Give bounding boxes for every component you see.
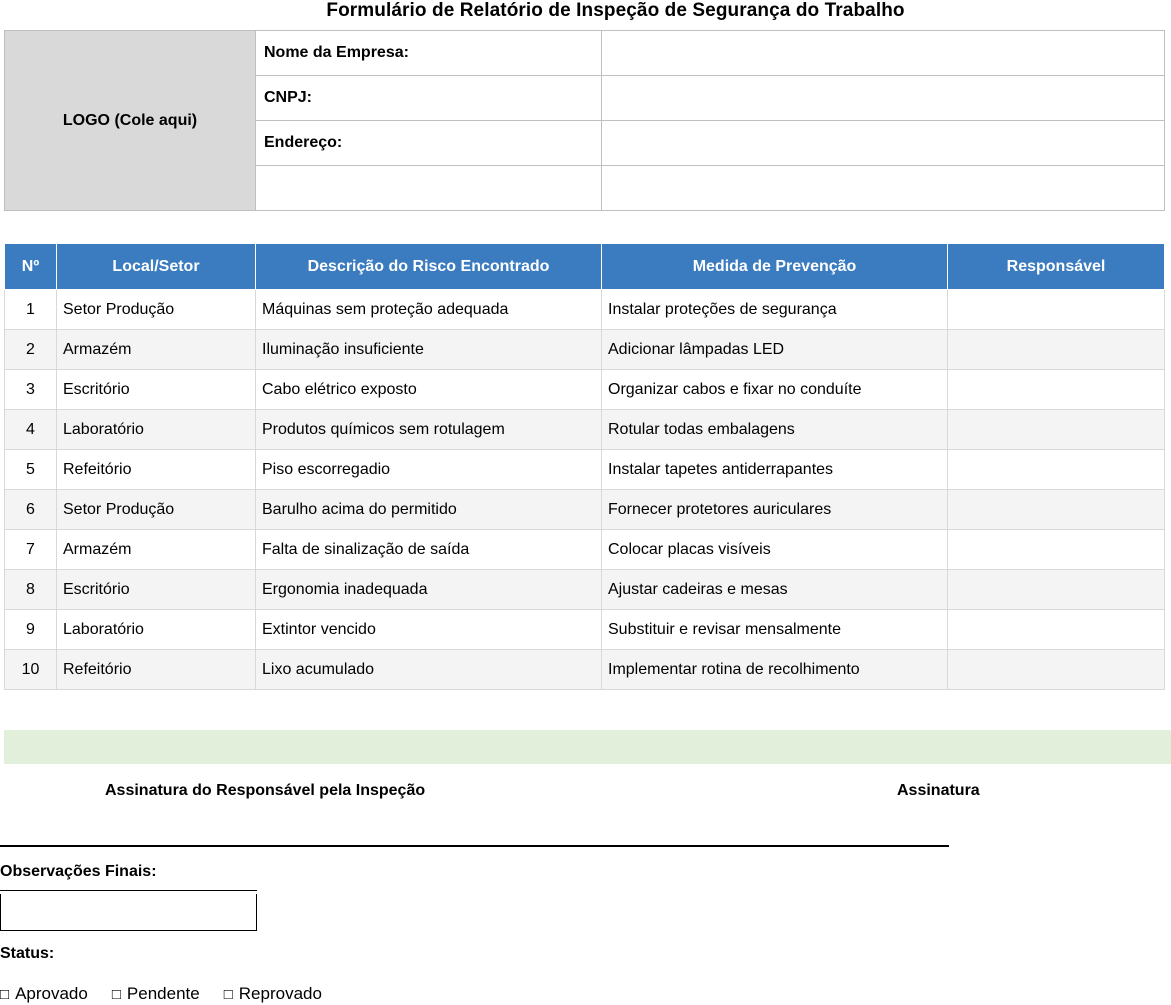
table-row [5, 290, 1165, 330]
cell-local[interactable]: Refeitório [57, 450, 256, 490]
cell-medida[interactable]: Ajustar cadeiras e mesas [602, 570, 948, 610]
status-option-label: Pendente [126, 984, 200, 1003]
table-row [5, 570, 1165, 610]
cell-numero: 1 [5, 290, 57, 330]
column-header-numero: Nº [5, 244, 57, 290]
cell-descricao[interactable]: Máquinas sem proteção adequada [256, 290, 602, 330]
cell-numero: 3 [5, 370, 57, 410]
cell-responsavel[interactable] [948, 610, 1165, 650]
cell-descricao[interactable]: Piso escorregadio [256, 450, 602, 490]
cell-local[interactable]: Armazém [57, 330, 256, 370]
cell-medida[interactable]: Fornecer protetores auriculares [602, 490, 948, 530]
highlight-band [4, 730, 1171, 764]
cell-local[interactable]: Setor Produção [57, 290, 256, 330]
observations-input[interactable] [0, 894, 257, 931]
cell-responsavel[interactable] [948, 570, 1165, 610]
status-option-pendente[interactable] [112, 984, 200, 1004]
cell-local[interactable]: Escritório [57, 570, 256, 610]
observations-label: Observações Finais: [0, 863, 157, 880]
cell-local[interactable]: Laboratório [57, 610, 256, 650]
table-row [5, 370, 1165, 410]
checkbox-icon[interactable]: □ [223, 985, 233, 1003]
table-row [5, 31, 1165, 76]
cell-local[interactable]: Setor Produção [57, 490, 256, 530]
column-header-medida: Medida de Prevenção [602, 244, 948, 290]
extra-field[interactable] [602, 166, 1165, 211]
company-header-table [4, 30, 1165, 211]
cell-responsavel[interactable] [948, 290, 1165, 330]
column-header-responsavel: Responsável [948, 244, 1165, 290]
cell-local[interactable]: Escritório [57, 370, 256, 410]
cell-medida[interactable]: Organizar cabos e fixar no conduíte [602, 370, 948, 410]
cell-responsavel[interactable] [948, 370, 1165, 410]
cell-local[interactable]: Armazém [57, 530, 256, 570]
status-option-label: Reprovado [238, 984, 322, 1003]
status-option-label: Aprovado [15, 984, 88, 1003]
checkbox-icon[interactable]: □ [0, 985, 10, 1003]
extra-label [256, 166, 602, 211]
cell-descricao[interactable]: Ergonomia inadequada [256, 570, 602, 610]
signature-inspector-label: Assinatura do Responsável pela Inspeção [105, 782, 426, 799]
status-option-aprovado[interactable] [0, 984, 88, 1004]
footer-divider [0, 845, 949, 847]
cnpj-field[interactable] [602, 76, 1165, 121]
company-name-field[interactable] [602, 31, 1165, 76]
cell-descricao[interactable]: Lixo acumulado [256, 650, 602, 690]
table-header-row [5, 244, 1165, 290]
checkbox-icon[interactable]: □ [111, 985, 121, 1003]
cell-numero: 9 [5, 610, 57, 650]
risk-inspection-table [4, 243, 1165, 690]
cell-numero: 5 [5, 450, 57, 490]
address-label: Endereço: [256, 121, 602, 166]
column-header-local: Local/Setor [57, 244, 256, 290]
cell-medida[interactable]: Substituir e revisar mensalmente [602, 610, 948, 650]
column-header-descricao: Descrição do Risco Encontrado [256, 244, 602, 290]
cell-numero: 8 [5, 570, 57, 610]
table-row [5, 330, 1165, 370]
cell-responsavel[interactable] [948, 450, 1165, 490]
cell-descricao[interactable]: Produtos químicos sem rotulagem [256, 410, 602, 450]
cell-medida[interactable]: Adicionar lâmpadas LED [602, 330, 948, 370]
signature-right-label: Assinatura [897, 782, 980, 799]
cell-numero: 2 [5, 330, 57, 370]
cell-medida[interactable]: Colocar placas visíveis [602, 530, 948, 570]
cell-medida[interactable]: Implementar rotina de recolhimento [602, 650, 948, 690]
cell-responsavel[interactable] [948, 490, 1165, 530]
cell-descricao[interactable]: Barulho acima do permitido [256, 490, 602, 530]
table-row [5, 450, 1165, 490]
status-label: Status: [0, 945, 55, 962]
cell-numero: 6 [5, 490, 57, 530]
cell-descricao[interactable]: Cabo elétrico exposto [256, 370, 602, 410]
observations-underline [0, 890, 257, 891]
status-option-reprovado[interactable] [224, 984, 322, 1004]
cell-descricao[interactable]: Iluminação insuficiente [256, 330, 602, 370]
cell-responsavel[interactable] [948, 410, 1165, 450]
cell-numero: 10 [5, 650, 57, 690]
cell-medida[interactable]: Rotular todas embalagens [602, 410, 948, 450]
cell-responsavel[interactable] [948, 530, 1165, 570]
table-row [5, 530, 1165, 570]
cell-medida[interactable]: Instalar proteções de segurança [602, 290, 948, 330]
table-row [5, 490, 1165, 530]
table-row [5, 650, 1165, 690]
cell-responsavel[interactable] [948, 650, 1165, 690]
table-row [5, 410, 1165, 450]
cell-numero: 7 [5, 530, 57, 570]
cell-descricao[interactable]: Falta de sinalização de saída [256, 530, 602, 570]
page-title: Formulário de Relatório de Inspeção de Segurança do Trabalho [326, 0, 905, 21]
cell-responsavel[interactable] [948, 330, 1165, 370]
cell-local[interactable]: Refeitório [57, 650, 256, 690]
cell-descricao[interactable]: Extintor vencido [256, 610, 602, 650]
cell-local[interactable]: Laboratório [57, 410, 256, 450]
table-row [5, 610, 1165, 650]
address-field[interactable] [602, 121, 1165, 166]
logo-placeholder[interactable]: LOGO (Cole aqui) [5, 31, 256, 211]
cell-numero: 4 [5, 410, 57, 450]
status-options [0, 984, 322, 1004]
company-name-label: Nome da Empresa: [256, 31, 602, 76]
cell-medida[interactable]: Instalar tapetes antiderrapantes [602, 450, 948, 490]
cnpj-label: CNPJ: [256, 76, 602, 121]
